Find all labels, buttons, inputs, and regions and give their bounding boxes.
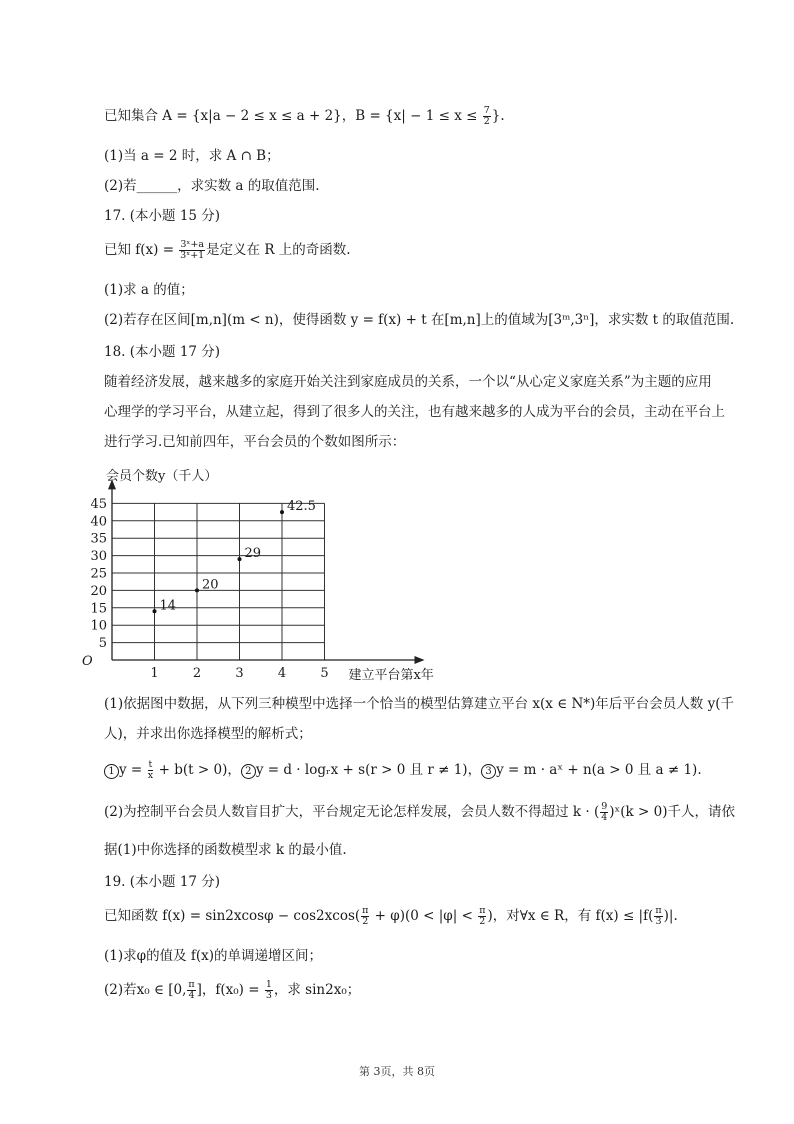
frac-den: 3	[265, 990, 272, 1001]
x-axis-label: 建立平台第x年	[348, 668, 434, 683]
problem18-para1: 随着经济发展，越来越多的家庭开始关注到家庭成员的关系，一个以“从心定义家庭关系”为主题的应用	[104, 374, 712, 390]
frac-den: 2	[479, 916, 486, 927]
page-footer: 第 3页，共 8页	[359, 1065, 435, 1078]
fraction-f	[179, 240, 205, 261]
y-tick-label: 30	[90, 549, 107, 565]
problem19-q2	[104, 980, 360, 1001]
model2: y = d · logᵣx + s(r > 0 且 r ≠ 1)，	[255, 762, 482, 778]
data-point	[195, 588, 199, 592]
problem19-q2-pre: (2)若x₀ ∈ [0,	[104, 982, 187, 998]
problem17-stem-post: 是定义在 R 上的奇函数.	[206, 242, 351, 258]
problem18-q1-line2: 人)，并求出你选择模型的解析式；	[104, 726, 312, 742]
y-tick-label: 5	[98, 636, 107, 652]
frac-den: 2	[362, 916, 369, 927]
problem19-q2-post: ，求 sin2x₀；	[273, 982, 361, 998]
problem19-stem-mid2: )，对∀x ∈ R，有 f(x) ≤ |f(	[487, 908, 654, 924]
frac-num: 1	[265, 979, 272, 990]
fraction-pi-3	[654, 906, 662, 927]
circled-number-2: 2	[241, 764, 256, 779]
frac-den: 4	[188, 990, 195, 1001]
fraction-1-3	[265, 980, 273, 1001]
y-axis-label: 会员个数y（千人）	[106, 469, 218, 484]
y-tick-label: 35	[90, 531, 107, 547]
problem16-q2: (2)若______，求实数 a 的取值范围.	[104, 178, 320, 194]
fraction-7-2	[483, 106, 491, 127]
problem17-header: 17. (本小题 15 分)	[104, 208, 221, 224]
model1-pre: y =	[119, 762, 147, 778]
data-point	[238, 557, 242, 561]
frac-num: π	[188, 979, 195, 990]
y-ticks	[90, 497, 107, 651]
problem18-q2-pre: (2)为控制平台会员人数盲目扩大，平台规定无论怎样发展，会员人数不得超过 k · (	[104, 804, 600, 820]
problem17-q2: (2)若存在区间[m,n](m < n)，使得函数 y = f(x) + t 在[m,n]上的值域为[3ᵐ,3ⁿ]，求实数 t 的取值范围.	[104, 312, 735, 328]
problem18-q2-line1	[104, 802, 735, 823]
fraction-t-x	[148, 760, 154, 781]
frac-num: π	[479, 905, 486, 916]
problem19-stem-mid: + φ)(0 < |φ| <	[370, 908, 478, 924]
x-tick-label: 4	[277, 666, 287, 681]
y-tick-label: 20	[90, 583, 107, 599]
frac-den: 3ˣ+1	[180, 250, 205, 261]
data-label: 42.5	[287, 499, 316, 515]
problem19-q1: (1)求φ的值及 f(x)的单调递增区间；	[104, 948, 323, 964]
origin-label: O	[82, 654, 93, 669]
problem17-q1: (1)求 a 的值；	[104, 282, 194, 298]
model1-post: + b(t > 0)，	[154, 762, 241, 778]
fraction-pi-2	[361, 906, 369, 927]
problem19-stem-pre: 已知函数 f(x) = sin2xcosφ − cos2xcos(	[104, 908, 361, 924]
problem18-para3: 进行学习.已知前四年，平台会员的个数如图所示：	[104, 434, 406, 450]
x-tick-label: 2	[192, 666, 202, 681]
data-point	[153, 609, 157, 613]
frac-den: 4	[601, 812, 608, 823]
data-point	[280, 510, 284, 514]
frac-num: t	[148, 759, 153, 770]
frac-num: π	[362, 905, 369, 916]
frac-den: 3	[655, 916, 662, 927]
members-chart	[76, 462, 446, 690]
problem16-sets: A = {x|a − 2 ≤ x ≤ a + 2}，B = {x| − 1 ≤ x ≤	[162, 108, 482, 124]
x-tick-label: 5	[320, 666, 329, 681]
x-ticks	[150, 666, 328, 681]
frac-num: 3ˣ+a	[180, 239, 205, 250]
problem17-stem-pre: 已知 f(x) =	[104, 242, 179, 258]
frac-num: 9	[601, 801, 608, 812]
frac-den: x	[147, 770, 154, 781]
problem16-stem	[104, 106, 505, 127]
fraction-9-4	[600, 802, 608, 823]
frac-den: 2	[483, 116, 490, 127]
fraction-pi-4	[187, 980, 195, 1001]
problem19-stem-end: )|.	[663, 908, 678, 924]
problem18-para2: 心理学的学习平台，从建立起，得到了很多人的关注，也有越来越多的人成为平台的会员，主动在平台上	[104, 404, 725, 420]
x-axis-arrow	[415, 656, 425, 664]
y-tick-label: 40	[90, 514, 107, 530]
circled-number-1: 1	[104, 764, 119, 779]
data-label: 20	[202, 577, 219, 593]
frac-num: π	[655, 905, 662, 916]
problem17-stem	[104, 240, 351, 261]
y-tick-label: 10	[90, 618, 107, 634]
fraction-pi-2b	[478, 906, 486, 927]
problem18-q2-post: )ˣ(k > 0)千人，请依	[609, 804, 735, 820]
data-label: 14	[159, 598, 177, 614]
frac-num: 7	[483, 105, 490, 116]
problem18-q1-line1: (1)依据图中数据，从下列三种模型中选择一个恰当的模型估算建立平台 x(x ∈ N*)年后平台会员人数 y(千	[104, 696, 734, 712]
y-tick-label: 45	[90, 496, 107, 512]
chart-axes	[108, 479, 425, 664]
data-points	[153, 499, 316, 613]
problem19-stem	[104, 906, 678, 927]
problem16-sets-end: }.	[491, 108, 505, 124]
circled-number-3: 3	[481, 764, 496, 779]
problem18-q2-line2: 据(1)中你选择的函数模型求 k 的最小值.	[104, 842, 347, 858]
problem18-header: 18. (本小题 17 分)	[104, 344, 221, 360]
x-tick-label: 3	[235, 666, 244, 681]
problem19-header: 19. (本小题 17 分)	[104, 874, 221, 890]
y-tick-label: 25	[90, 566, 107, 582]
data-label: 29	[244, 546, 262, 562]
problem16-q1: (1)当 a = 2 时，求 A ∩ B；	[104, 148, 280, 164]
problem19-q2-mid: ]，f(x₀) =	[196, 982, 264, 998]
y-tick-label: 15	[90, 601, 107, 617]
problem16-intro: 已知集合	[104, 108, 163, 124]
problem18-models	[104, 760, 702, 781]
model3: y = m · aˣ + n(a > 0 且 a ≠ 1).	[496, 762, 702, 778]
x-tick-label: 1	[150, 666, 159, 681]
